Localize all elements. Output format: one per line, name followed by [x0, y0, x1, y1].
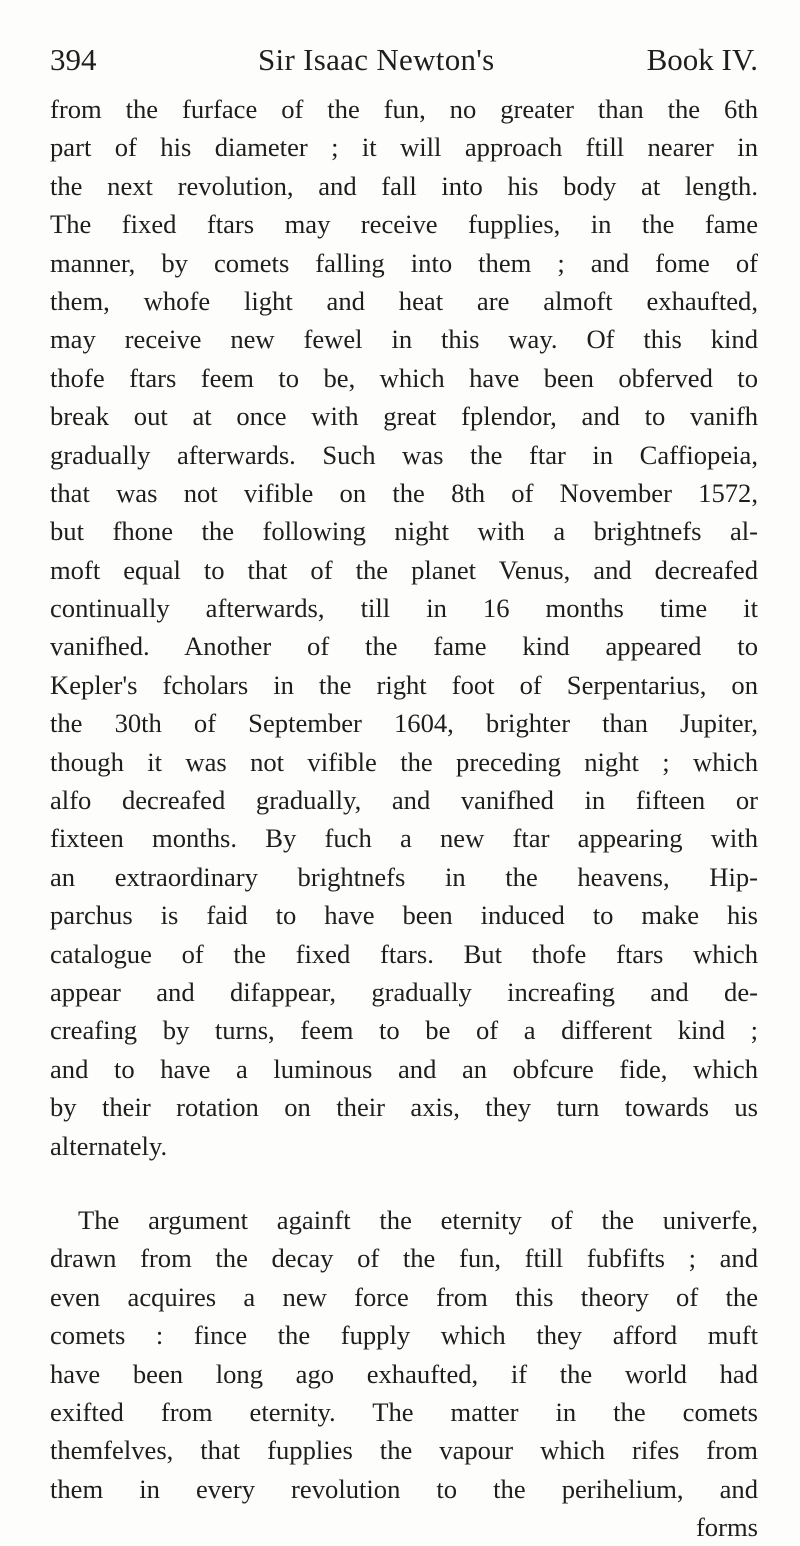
- text-line: moft equal to that of the planet Venus, and decreafed: [50, 554, 758, 585]
- text-line: drawn from the decay of the fun, ftill fubfifts ; and: [50, 1243, 758, 1274]
- text-line: from the furface of the fun, no greater than the 6th: [50, 94, 758, 124]
- paragraph-1: [50, 90, 758, 1165]
- text-line: exifted from eternity. The matter in the comets: [50, 1396, 758, 1427]
- text-line: thofe ftars feem to be, which have been obferved to: [50, 362, 758, 393]
- text-line: have been long ago exhaufted, if the world had: [50, 1358, 758, 1389]
- text-line: alfo decreafed gradually, and vanifhed in fifteen or: [50, 785, 758, 816]
- text-line: catalogue of the fixed ftars. But thofe ftars which: [50, 938, 758, 969]
- text-line: by their rotation on their axis, they turn towards us: [50, 1092, 758, 1123]
- text-line: though it was not vifible the preceding night ; which: [50, 746, 758, 777]
- text-line: appear and difappear, gradually increafing and de-: [50, 976, 758, 1007]
- page-number: 394: [50, 42, 97, 77]
- text-line: creafing by turns, feem to be of a different kind ;: [50, 1015, 758, 1046]
- text-line: that was not vifible on the 8th of November 1572,: [50, 477, 758, 508]
- running-header: [50, 38, 758, 82]
- text-line: them, whofe light and heat are almoft exhaufted,: [50, 285, 758, 316]
- text-line: and to have a luminous and an obfcure fide, which: [50, 1053, 758, 1084]
- text-line: continually afterwards, till in 16 months time it: [50, 593, 758, 624]
- text-line: alternately.: [50, 1130, 168, 1161]
- text-line: vanifhed. Another of the fame kind appeared to: [50, 631, 758, 662]
- text-line: parchus is faid to have been induced to make his: [50, 900, 758, 931]
- text-line: them in every revolution to the perihelium, and: [50, 1473, 758, 1504]
- text-line: gradually afterwards. Such was the ftar in Caffiopeia,: [50, 439, 758, 470]
- text-line: themfelves, that fupplies the vapour which rifes from: [50, 1435, 758, 1466]
- running-title: Sir Isaac Newton's: [258, 42, 495, 77]
- text-line: part of his diameter ; it will approach ftill nearer in: [50, 132, 758, 163]
- text-line: manner, by comets falling into them ; and fome of: [50, 247, 758, 278]
- book-page: [50, 38, 758, 1543]
- paragraph-2: [50, 1201, 758, 1546]
- text-line: the 30th of September 1604, brighter than Jupiter,: [50, 708, 758, 739]
- text-line: break out at once with great fplendor, and to vanifh: [50, 401, 758, 432]
- text-line: The fixed ftars may receive fupplies, in the fame: [50, 209, 758, 240]
- text-line: may receive new fewel in this way. Of this kind: [50, 324, 758, 355]
- catchword: forms: [695, 1512, 758, 1543]
- text-line: even acquires a new force from this theory of the: [50, 1281, 758, 1312]
- text-line: an extraordinary brightnefs in the heavens, Hip-: [50, 861, 758, 892]
- text-line: fixteen months. By fuch a new ftar appearing with: [50, 823, 758, 854]
- book-label: Book IV.: [646, 42, 758, 77]
- text-line: Kepler's fcholars in the right foot of Serpentarius, on: [50, 669, 758, 700]
- body-text: [50, 90, 758, 1546]
- text-line: the next revolution, and fall into his body at length.: [50, 170, 758, 201]
- text-line: but fhone the following night with a brightnefs al-: [50, 516, 758, 547]
- text-line: The argument againft the eternity of the univerfe,: [78, 1204, 758, 1235]
- text-line: comets : fince the fupply which they afford muft: [50, 1320, 758, 1351]
- paragraph-gap: [50, 1165, 758, 1201]
